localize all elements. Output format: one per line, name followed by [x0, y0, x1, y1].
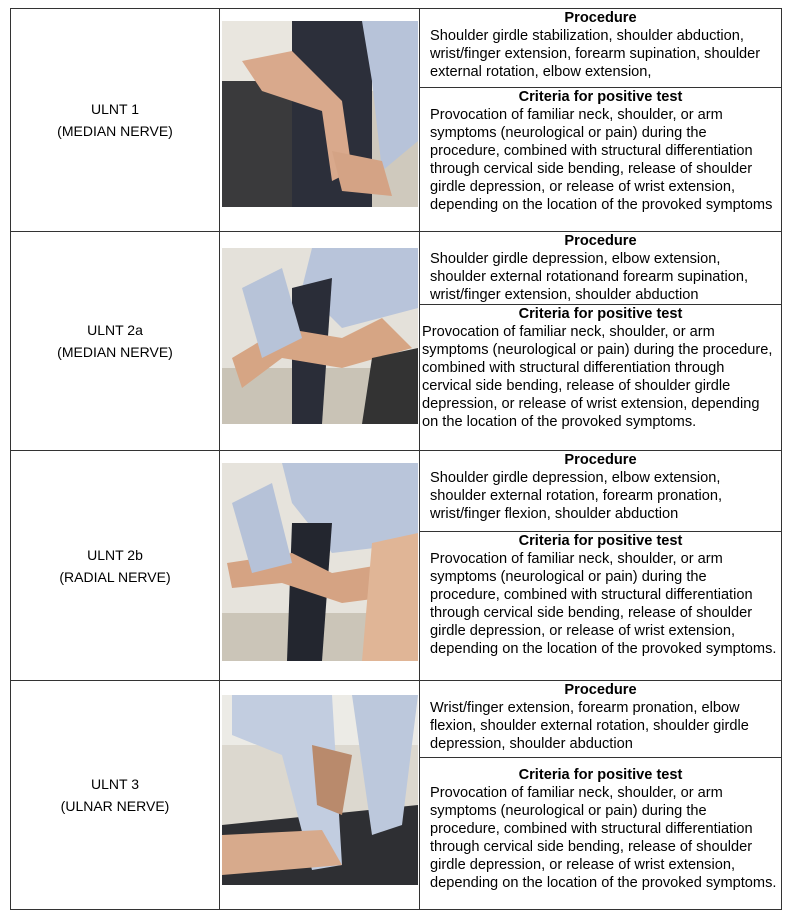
- procedure-section: [420, 451, 781, 531]
- table-row: [11, 450, 781, 680]
- test-name-cell: [11, 232, 220, 450]
- table-row: [11, 231, 781, 450]
- test-name: ULNT 2b: [87, 546, 143, 563]
- clinical-photo: [222, 695, 418, 885]
- photo-cell: [220, 9, 420, 231]
- description-cell: [420, 681, 781, 909]
- nerve-name: (MEDIAN NERVE): [57, 344, 173, 360]
- criteria-section: [420, 304, 781, 451]
- procedure-header: Procedure: [564, 233, 637, 249]
- criteria-text: Provocation of familiar neck, shoulder, or arm symptoms (neurological or pain) during the procedure, combined with structural differentiation through cervical side bending, release of shoulder girdle depression, or release of wrist extension, depending on the location of the provoked symptoms.: [430, 785, 777, 891]
- nerve-name: (RADIAL NERVE): [59, 568, 171, 585]
- procedure-header: Procedure: [564, 10, 637, 26]
- photo-cell: [220, 451, 420, 680]
- table-row: [11, 9, 781, 231]
- nerve-name: (ULNAR NERVE): [60, 798, 170, 814]
- description-cell: [420, 451, 781, 680]
- procedure-section: [420, 232, 781, 304]
- photo-cell: [220, 232, 420, 450]
- test-name: ULNT 3: [91, 776, 139, 792]
- criteria-text: Provocation of familiar neck, shoulder, or arm symptoms (neurological or pain) during the procedure, combined with structural differentiation through cervical side bending, release of shoulder girdle depression, or release of wrist extension, depending on the location of the provoked symptoms: [430, 107, 773, 213]
- clinical-photo: [222, 21, 418, 207]
- criteria-header: Criteria for positive test: [518, 767, 683, 783]
- criteria-text: Provocation of familiar neck, shoulder, or arm symptoms (neurological or pain) during the procedure, combined with structural differentiation through cervical side bending, release of shoulder girdle depression, or release of wrist extension, depending on the location of the provoked symptoms.: [422, 324, 773, 430]
- procedure-section: [420, 681, 781, 757]
- procedure-header: Procedure: [564, 452, 637, 468]
- clinical-photo: [222, 463, 418, 661]
- criteria-text: Provocation of familiar neck, shoulder, or arm symptoms (neurological or pain) during the procedure, combined with structural differentiation through cervical side bending, release of shoulder girdle depression, or release of wrist extension, depending on the location of the provoked symptoms.: [430, 551, 777, 657]
- table-row: [11, 680, 781, 909]
- description-cell: [420, 232, 781, 450]
- procedure-text: Wrist/finger extension, forearm pronation, elbow flexion, shoulder external rotation, shoulder girdle depression, shoulder abduction: [430, 700, 749, 752]
- test-name-cell: [11, 681, 220, 909]
- description-cell: [420, 9, 781, 231]
- criteria-header: Criteria for positive test: [518, 306, 683, 322]
- criteria-section: [420, 757, 781, 910]
- procedure-header: Procedure: [564, 682, 637, 698]
- test-name: ULNT 1: [91, 101, 139, 117]
- test-name-cell: [11, 451, 220, 680]
- procedure-text: Shoulder girdle stabilization, shoulder abduction, wrist/finger extension, forearm supination, shoulder external rotation, elbow extension,: [430, 28, 761, 80]
- test-name-cell: [11, 9, 220, 231]
- clinical-photo: [222, 248, 418, 424]
- ulnt-table: [10, 8, 782, 910]
- nerve-name: (MEDIAN NERVE): [57, 123, 173, 139]
- criteria-header: Criteria for positive test: [518, 89, 683, 105]
- test-name: ULNT 2a: [87, 322, 143, 338]
- criteria-header: Criteria for positive test: [518, 533, 683, 549]
- photo-cell: [220, 681, 420, 909]
- criteria-section: [420, 87, 781, 231]
- procedure-text: Shoulder girdle depression, elbow extension, shoulder external rotationand forearm supination, wrist/finger extension, shoulder abduction: [430, 251, 749, 303]
- criteria-section: [420, 531, 781, 681]
- procedure-section: [420, 9, 781, 87]
- procedure-text: Shoulder girdle depression, elbow extension, shoulder external rotation, forearm pronation, wrist/finger flexion, shoulder abduction: [430, 470, 723, 522]
